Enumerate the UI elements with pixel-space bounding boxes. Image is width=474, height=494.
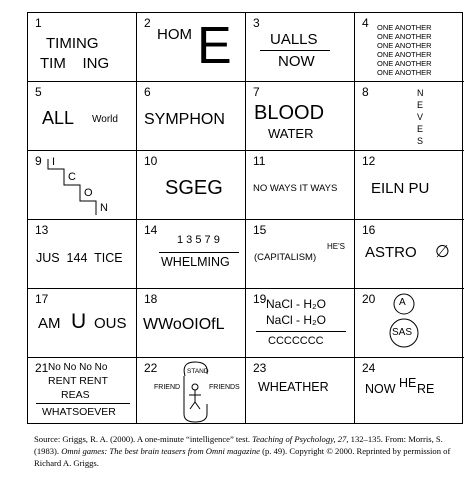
puzzle-cell-4 xyxy=(355,13,464,82)
puzzle-letter: S xyxy=(417,136,424,146)
cell-number: 23 xyxy=(253,361,267,375)
puzzle-text: JUS 144 TICE xyxy=(36,251,123,265)
puzzle-text: ONE ANOTHER xyxy=(377,50,432,59)
cell-number: 24 xyxy=(362,361,376,375)
cell-number: 2 xyxy=(144,16,151,30)
puzzle-text: ONE ANOTHER xyxy=(377,59,432,68)
puzzle-letter: O xyxy=(84,187,93,199)
puzzle-text: AM xyxy=(38,315,61,332)
puzzle-text: UALLS xyxy=(270,31,318,48)
puzzle-text: TIM ING xyxy=(40,55,110,72)
puzzle-letter: C xyxy=(68,171,76,183)
cell-number: 10 xyxy=(144,154,158,168)
fraction-line xyxy=(159,252,239,253)
puzzle-text: HE'S xyxy=(327,242,345,251)
puzzle-text: NOW xyxy=(278,53,315,70)
caption-text: Source: Griggs, R. A. (2000). A one-minute “intelligence” test. xyxy=(34,434,253,444)
puzzle-cell-3 xyxy=(246,13,355,82)
cell-number: 11 xyxy=(253,154,266,168)
puzzle-cell-1 xyxy=(28,13,137,82)
puzzle-text: E xyxy=(197,17,232,75)
puzzle-text: EILN PU xyxy=(371,180,430,197)
puzzle-text: ASTRO xyxy=(365,244,417,261)
puzzle-grid xyxy=(27,12,463,424)
cell-number: 16 xyxy=(362,223,376,237)
puzzle-text: TIMING xyxy=(46,35,99,52)
puzzle-text: World xyxy=(92,114,118,125)
cell-number: 12 xyxy=(362,154,376,168)
puzzle-text: A xyxy=(399,297,406,308)
puzzle-text: NOW xyxy=(365,382,396,396)
caption-text: (p. 49). Copyright © 2000. Reprinted by permission of Richard A. Griggs. xyxy=(34,446,451,468)
fraction-line xyxy=(260,50,330,51)
puzzle-text: ONE ANOTHER xyxy=(377,32,432,41)
cell-number: 20 xyxy=(362,292,376,306)
cell-number: 22 xyxy=(144,361,158,375)
puzzle-letter: E xyxy=(417,100,424,110)
puzzle-text: WWoOIOfL xyxy=(143,316,225,333)
puzzle-cell-21 xyxy=(28,358,137,424)
puzzle-text: ONE ANOTHER xyxy=(377,23,432,32)
cell-number: 4 xyxy=(362,16,369,30)
puzzle-text: CCCCCCC xyxy=(268,335,324,347)
puzzle-letter: E xyxy=(417,124,424,134)
puzzle-text: No No No No xyxy=(48,362,108,373)
puzzle-text: SAS xyxy=(392,327,413,338)
puzzle-text: NO WAYS IT WAYS xyxy=(253,183,338,194)
cell-number: 21 xyxy=(35,361,49,375)
puzzle-text: FRIEND xyxy=(154,384,181,391)
puzzle-cell-6 xyxy=(137,82,246,151)
puzzle-cell-18 xyxy=(137,289,246,358)
puzzle-text: U xyxy=(71,310,87,333)
cell-number: 5 xyxy=(35,85,42,99)
puzzle-text: HOM xyxy=(157,26,192,43)
puzzle-cell-8 xyxy=(355,82,464,151)
puzzle-text: NaCl - H₂O xyxy=(266,313,326,327)
puzzle-text: RE xyxy=(417,382,435,396)
puzzle-cell-15 xyxy=(246,220,355,289)
puzzle-text: ONE ANOTHER xyxy=(377,68,432,77)
puzzle-cell-7 xyxy=(246,82,355,151)
puzzle-cell-16 xyxy=(355,220,464,289)
puzzle-text: SYMPHON xyxy=(144,111,225,128)
puzzle-cell-20 xyxy=(355,289,464,358)
puzzle-cell-5 xyxy=(28,82,137,151)
puzzle-cell-24 xyxy=(355,358,464,424)
caption-book: Omni games: The best brain teasers from Omni magazine xyxy=(61,446,260,456)
puzzle-cell-10 xyxy=(137,151,246,220)
cell-number: 7 xyxy=(253,85,260,99)
puzzle-text: (CAPITALISM) xyxy=(254,252,317,263)
cell-number: 6 xyxy=(144,85,151,99)
cell-number: 9 xyxy=(35,154,42,168)
puzzle-text: RENT RENT xyxy=(48,375,108,387)
puzzle-letter: N xyxy=(100,202,108,214)
puzzle-text: WHELMING xyxy=(161,255,230,269)
puzzle-cell-9 xyxy=(28,151,137,220)
puzzle-cell-14 xyxy=(137,220,246,289)
puzzle-text: ONE ANOTHER xyxy=(377,41,432,50)
staircase-line xyxy=(28,151,137,220)
cell-number: 15 xyxy=(253,223,267,237)
caption-journal: Teaching of Psychology, 27, xyxy=(252,434,349,444)
puzzle-text: NaCl - H₂O xyxy=(266,297,326,311)
puzzle-cell-23 xyxy=(246,358,355,424)
puzzle-cell-2 xyxy=(137,13,246,82)
puzzle-text: 1 3 5 7 9 xyxy=(177,234,220,246)
cell-number: 8 xyxy=(362,85,369,99)
cell-number: 3 xyxy=(253,16,260,30)
puzzle-text: HE xyxy=(399,376,417,390)
puzzle-text: SGEG xyxy=(165,177,223,199)
cell-number: 13 xyxy=(35,223,49,237)
puzzle-cell-12 xyxy=(355,151,464,220)
cell-number: 19 xyxy=(253,292,267,306)
puzzle-cell-22 xyxy=(137,358,246,424)
cell-number: 1 xyxy=(35,16,42,30)
circles-diagram xyxy=(355,289,464,358)
puzzle-cell-17 xyxy=(28,289,137,358)
puzzle-text: WHEATHER xyxy=(258,380,329,394)
fraction-line xyxy=(36,403,130,404)
cell-number: 17 xyxy=(35,292,49,306)
puzzle-text: REAS xyxy=(61,389,90,401)
empty-set-icon: ∅ xyxy=(435,242,450,261)
puzzle-letter: N xyxy=(417,88,424,98)
cell-number: 18 xyxy=(144,292,158,306)
puzzle-text: WATER xyxy=(268,126,314,141)
puzzle-text: FRIENDS xyxy=(209,384,240,391)
puzzle-text: WHATSOEVER xyxy=(42,406,116,418)
puzzle-text: OUS xyxy=(94,315,127,332)
puzzle-text: BLOOD xyxy=(254,102,325,124)
puzzle-letter: I xyxy=(52,156,56,168)
puzzle-text: STAND xyxy=(187,368,209,375)
caption-text: 132–135. From: Morris, S. (1983). xyxy=(34,434,443,456)
puzzle-cell-13 xyxy=(28,220,137,289)
puzzle-letter: V xyxy=(417,112,424,122)
puzzle-text: ALL xyxy=(42,108,75,128)
puzzle-cell-11 xyxy=(246,151,355,220)
fraction-line xyxy=(256,331,346,332)
puzzle-cell-19 xyxy=(246,289,355,358)
source-caption xyxy=(34,433,466,469)
cell-number: 14 xyxy=(144,223,158,237)
